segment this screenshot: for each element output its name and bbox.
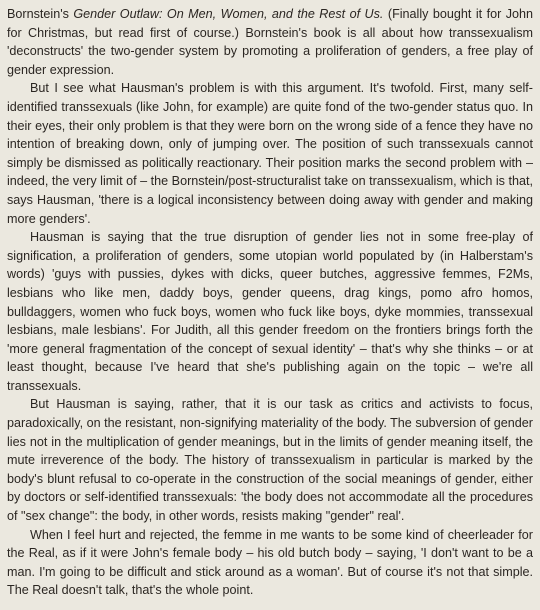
- paragraph-1-text: (Finally bought it for John for Christmas, but read first of course.) Bornstein's book is all about how transsexualism 'deconstructs' the two-gender system by promoting a proliferation of genders, a free play of gender expression.: [7, 7, 534, 77]
- paragraph-5: When I feel hurt and rejected, the femme in me wants to be some kind of cheerleader for the Real, as if it were John's female body – his old butch body – saying, 'I don't want to be a man. I'm going to be difficult and stick around as a woman'. But of course it's not that simple. The Real doesn't talk, that's the whole point.: [7, 527, 533, 598]
- paragraph-1: [7, 5, 533, 79]
- book-title: Gender Outlaw: On Men, Women, and the Rest of Us.: [73, 7, 384, 21]
- paragraph-3: Hausman is saying that the true disruption of gender lies not in some free-play of signification, a proliferation of genders, some utopian world populated by (in Halberstam's words) 'guys with pussies, dykes with dicks, queer butches, aggressive femmes, F2Ms, lesbians who like men, daddy boys, gender queens, drag kings, pomo afro homos, bulldaggers, women who fuck boys, women who fuck like boys, dyke mommies, transsexual lesbians, male lesbians'. For Judith, all this gender freedom on the frontiers brings forth the 'more general fragmentation of the concept of sexual identity' – that's why she thinks – or at least thought, because I've heard that she's publishing again on the topic – we're all transsexuals.: [7, 230, 533, 393]
- paragraph-1-lead: Bornstein's: [7, 7, 74, 21]
- paragraph-2: But I see what Hausman's problem is with this argument. It's twofold. First, many self-identified transsexuals (like John, for example) are quite fond of the two-gender status quo. In their eyes, their only problem is that they were born on the wrong side of a fence they have no intention of breaking down, only of jumping over. The position of such transsexuals cannot simply be dismissed as politically reactionary. Their position marks the second problem with – indeed, the very limit of – the Bornstein/post-structuralist take on transsexualism, which is that, says Hausman, 'there is a logical inconsistency between doing away with gender and making more genders'.: [7, 81, 533, 226]
- paragraph-4: But Hausman is saying, rather, that it is our task as critics and activists to focus, paradoxically, on the resistant, non-signifying materiality of the body. The subversion of gender lies not in the multiplication of gender meanings, but in the limits of gender meaning itself, the mute irreverence of the body. The history of transsexualism in particular is marked by the body's blunt refusal to co-operate in the construction of the social meanings of gender, either by doctors or self-identified transsexuals: 'the body does not accommodate all the procedures of "sex change": the body, in other words, resists making "gender" real'.: [7, 397, 533, 524]
